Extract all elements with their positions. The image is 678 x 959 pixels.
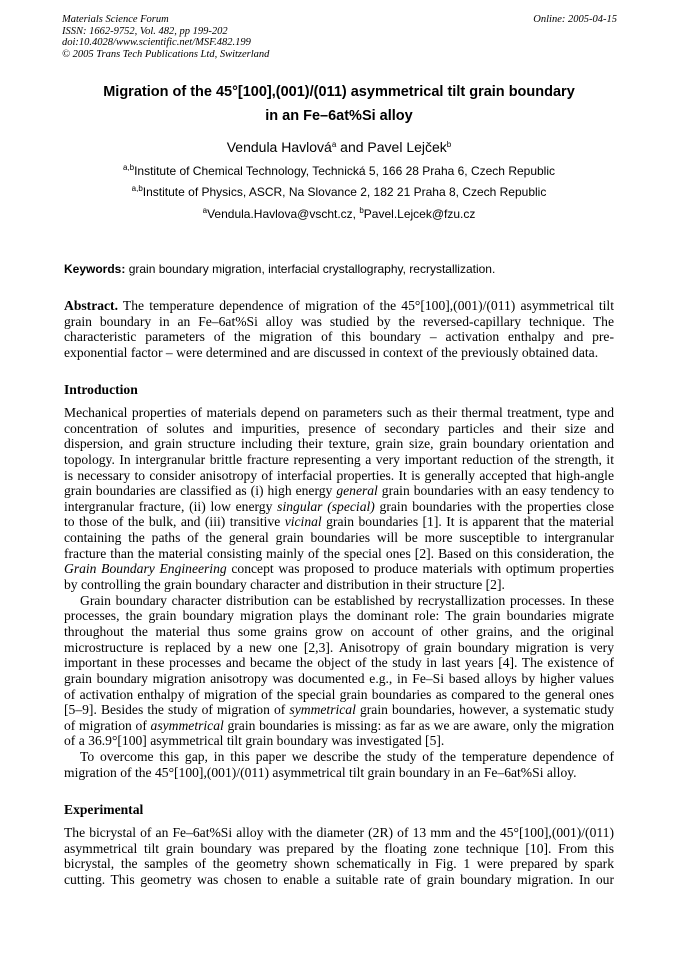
copyright-line: © 2005 Trans Tech Publications Ltd, Switzerland xyxy=(62,48,270,60)
author-conjunction: and xyxy=(336,139,368,155)
affiliation-1 xyxy=(62,164,616,178)
paragraph-line: dispersion, and grain structure including their texture, grain size, grain boundary orientation and xyxy=(64,436,614,452)
keywords-text: grain boundary migration, interfacial crystallography, recrystallization. xyxy=(125,262,496,276)
abstract-line: Abstract. The temperature dependence of migration of the 45°[100],(001)/(011) asymmetrical tilt xyxy=(64,298,614,313)
paragraph-line: Mechanical properties of materials depend on parameters such as their thermal treatment, type and xyxy=(64,405,614,420)
paragraph-line: to those of the bulk, and (iii) transitive vicinal grain boundaries [1]. It is apparent that the material xyxy=(64,514,614,530)
paragraph-line: of activation enthalpy of migration of the special grain boundaries as compared to the general ones xyxy=(64,686,614,702)
abstract xyxy=(64,298,614,361)
paragraph-line: containing the paths of the general grain boundaries will be more susceptible to intergranular xyxy=(64,530,614,546)
section-heading-introduction: Introduction xyxy=(64,382,138,397)
paragraph-line: important in these processes and became the object of the study in last years [4]. The existence of xyxy=(64,655,614,671)
keywords-label: Keywords: xyxy=(64,262,126,276)
paragraph-line: Grain Boundary Engineering concept was proposed to produce materials with optimum properties xyxy=(64,561,614,577)
paragraph-line: concentration of solutes and impurities, presence of secondary particles and their size and xyxy=(64,420,614,436)
affiliation-superscript: a,b xyxy=(131,184,143,193)
title-line-2: in an Fe–6at%Si alloy xyxy=(265,108,413,124)
experimental-body xyxy=(64,825,614,888)
paragraph-line: processes, the grain boundary migration plays the dominant role: The grain boundaries migrate xyxy=(64,608,614,624)
keywords xyxy=(64,262,614,276)
affiliation-text: Institute of Physics, ASCR, Na Slovance 2, 182 21 Praha 8, Czech Republic xyxy=(142,185,547,199)
paragraph-line: asymmetrical tilt grain boundary was prepared by the floating zone technique [10]. From this xyxy=(64,840,614,856)
paragraph-line: grain boundary migration anisotropy was documented e.g., in Fe–Si based alloys by higher values xyxy=(64,670,614,686)
abstract-line: grain boundary in an Fe–6at%Si alloy was studied by the reversed-capillary technique. The xyxy=(64,313,614,329)
title-line-1: Migration of the 45°[100],(001)/(011) asymmetrical tilt grain boundary xyxy=(103,84,575,100)
paragraph-line: [5–9]. Besides the study of migration of symmetrical grain boundaries, however, a systematic study xyxy=(64,702,614,718)
author-name: Vendula Havlová xyxy=(226,139,332,155)
paper-title xyxy=(62,80,616,128)
paragraph-line: cutting. This geometry was chosen to enable a suitable rate of grain boundary migration. In our xyxy=(64,871,614,887)
paragraph-line: throughout the material thus some grains grow on account of other grains, and the original xyxy=(64,623,614,639)
paragraph-line: The bicrystal of an Fe–6at%Si alloy with the diameter (2R) of 13 mm and the 45°[100],(001)/(011) xyxy=(64,825,614,840)
author-emails xyxy=(62,207,616,221)
affiliation-superscript: a,b xyxy=(122,163,135,172)
abstract-label: Abstract. xyxy=(64,298,118,313)
doi-line: doi:10.4028/www.scientific.net/MSF.482.199 xyxy=(62,37,251,48)
author-superscript: a xyxy=(331,140,337,149)
abstract-line: exponential factor – were determined and are discussed in context of the previously obtained data. xyxy=(64,344,599,360)
paragraph-line: intergranular fracture, (ii) low energy singular (special) grain boundaries with the properties close xyxy=(64,498,614,514)
paragraph-line: To overcome this gap, in this paper we describe the study of the temperature dependence of xyxy=(80,749,614,765)
journal-header xyxy=(62,14,622,60)
paragraph-line: by controlling the grain boundary character and distribution in their structure [2]. xyxy=(64,577,505,593)
paragraph-line: microstructure is replaced by a new one [2,3]. Anisotropy of grain boundary migration is very xyxy=(64,639,614,655)
paragraph-line: bicrystal, the samples of the geometry shown schematically in Fig. 1 were prepared by spark xyxy=(64,856,614,872)
email-superscript: b xyxy=(359,206,364,215)
section-heading-experimental: Experimental xyxy=(64,802,144,817)
author-superscript: b xyxy=(446,140,452,149)
email-superscript: a xyxy=(202,206,208,215)
paragraph-line: of a 36.9°[100] asymmetrical tilt grain boundary was investigated [5]. xyxy=(64,733,445,749)
affiliation-text: Institute of Chemical Technology, Technická 5, 166 28 Praha 6, Czech Republic xyxy=(134,164,556,178)
paragraph-line: migration of the 45°[100],(001)/(011) asymmetrical tilt grain boundary in an Fe–6at%Si alloy. xyxy=(64,764,577,780)
abstract-line: characteristic parameters of the migration of this boundary – activation enthalpy and pre- xyxy=(64,329,614,345)
introduction-body xyxy=(64,405,614,780)
author-list xyxy=(62,139,616,155)
paragraph-line: Grain boundary character distribution can be established by recrystallization processes. In these xyxy=(80,592,614,608)
paragraph-line: is necessary to consider anisotropy of interfacial properties. It is generally accepted that high-angle xyxy=(64,467,614,483)
online-date: Online: 2005-04-15 xyxy=(533,14,617,25)
issn-line: ISSN: 1662-9752, Vol. 482, pp 199-202 xyxy=(62,25,228,37)
paragraph-line: topology. In intergranular brittle fracture representing a very important reduction of the strength, it xyxy=(64,451,614,467)
author-name: Pavel Lejček xyxy=(367,139,447,155)
journal-name: Materials Science Forum xyxy=(62,14,169,25)
paragraph-line: of migration of asymmetrical grain boundaries is missing: as far as we are aware, only the migration xyxy=(64,717,614,733)
affiliation-2 xyxy=(62,185,616,199)
email-link[interactable]: Vendula.Havlova@vscht.cz, xyxy=(207,207,360,221)
email-link[interactable]: Pavel.Lejcek@fzu.cz xyxy=(363,207,476,221)
paragraph-line: fracture than the material consisting mainly of the special ones [2]. Based on this consideration, the xyxy=(64,545,614,561)
paragraph-line: grain boundaries are classified as (i) high energy general grain boundaries with an easy tendency to xyxy=(64,483,614,499)
